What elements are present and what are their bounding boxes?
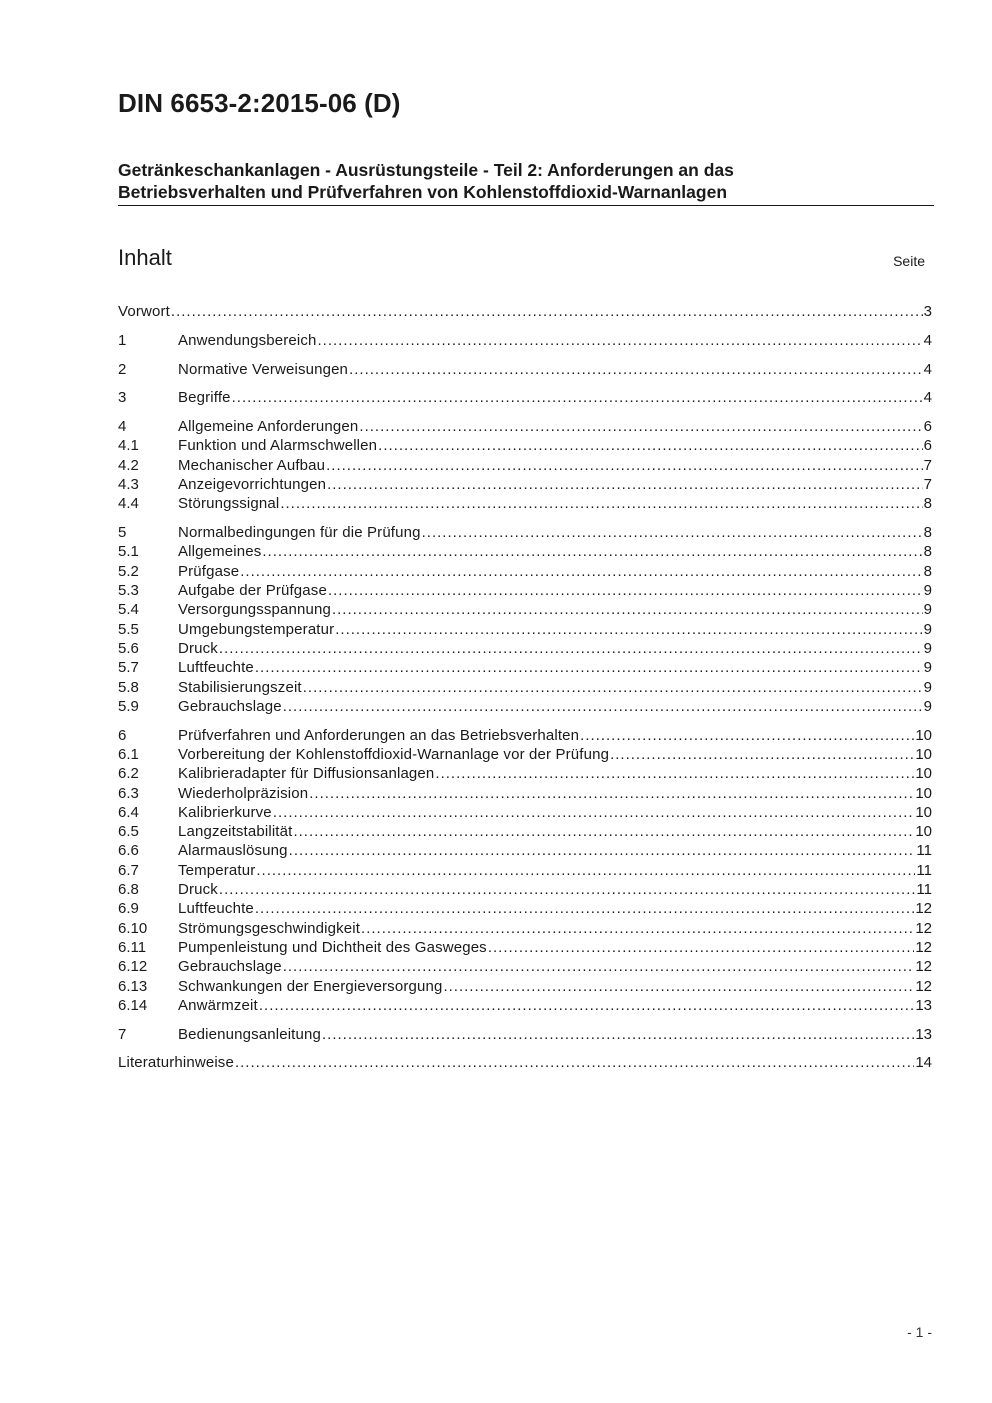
toc-group bbox=[118, 417, 932, 513]
toc-entry[interactable] bbox=[118, 996, 932, 1015]
document-title-line-1: Getränkeschankanlagen - Ausrüstungsteile - Teil 2: Anforderungen an das bbox=[118, 160, 734, 180]
table-of-contents bbox=[118, 302, 932, 1082]
toc-entry-number: 6.7 bbox=[118, 861, 139, 879]
toc-entry-title: Allgemeine Anforderungen bbox=[178, 418, 359, 436]
toc-entry-title: Anwendungsbereich bbox=[178, 331, 317, 349]
toc-entry-page: 12 bbox=[915, 919, 932, 937]
toc-entry-number: 5.4 bbox=[118, 601, 139, 619]
toc-dot-leader bbox=[171, 302, 923, 321]
toc-dot-leader bbox=[359, 417, 922, 436]
toc-dot-leader bbox=[259, 996, 914, 1015]
toc-entry-title: Kalibrieradapter für Diffusionsanlagen bbox=[178, 765, 435, 783]
toc-entry-page: 9 bbox=[923, 678, 932, 696]
toc-entry[interactable] bbox=[118, 726, 932, 745]
toc-entry-title: Anwärmzeit bbox=[178, 996, 258, 1014]
toc-entry-title: Anzeigevorrichtungen bbox=[178, 476, 327, 494]
toc-dot-leader bbox=[335, 620, 922, 639]
toc-entry-title: Stabilisierungszeit bbox=[178, 678, 302, 696]
toc-entry-number: 6.1 bbox=[118, 745, 139, 763]
toc-dot-leader bbox=[240, 562, 922, 581]
toc-entry-title: Prüfgase bbox=[178, 562, 240, 580]
toc-entry-number: 5.7 bbox=[118, 659, 139, 677]
toc-entry[interactable] bbox=[118, 658, 932, 677]
toc-entry[interactable] bbox=[118, 803, 932, 822]
toc-entry-number: 6.9 bbox=[118, 900, 139, 918]
toc-dot-leader bbox=[326, 456, 923, 475]
toc-entry[interactable] bbox=[118, 360, 932, 379]
toc-entry-page: 9 bbox=[923, 620, 932, 638]
toc-entry-number: 6.10 bbox=[118, 919, 148, 937]
toc-entry-number: 6.3 bbox=[118, 784, 139, 802]
toc-entry-title: Allgemeines bbox=[178, 543, 262, 561]
toc-entry[interactable] bbox=[118, 957, 932, 976]
toc-entry-page: 6 bbox=[923, 418, 932, 436]
toc-dot-leader bbox=[262, 542, 922, 561]
toc-entry-number: 5 bbox=[118, 524, 127, 542]
toc-entry-page: 12 bbox=[915, 938, 932, 956]
toc-entry-page: 12 bbox=[915, 900, 932, 918]
toc-entry[interactable] bbox=[118, 745, 932, 764]
toc-entry-page: 10 bbox=[915, 726, 932, 744]
toc-entry-page: 8 bbox=[923, 543, 932, 561]
toc-group bbox=[118, 331, 932, 350]
toc-entry-title: Prüfverfahren und Anforderungen an das Betriebsverhalten bbox=[178, 726, 580, 744]
toc-dot-leader bbox=[256, 861, 915, 880]
toc-entry-number: 6.4 bbox=[118, 803, 139, 821]
toc-entry-number: 7 bbox=[118, 1025, 127, 1043]
toc-entry-page: 9 bbox=[923, 601, 932, 619]
toc-entry-number: 6.11 bbox=[118, 938, 147, 956]
toc-entry-page: 8 bbox=[923, 524, 932, 542]
toc-group bbox=[118, 302, 932, 321]
toc-entry-number: 4.4 bbox=[118, 495, 139, 513]
toc-dot-leader bbox=[303, 678, 923, 697]
toc-dot-leader bbox=[378, 436, 923, 455]
toc-entry-title: Umgebungstemperatur bbox=[178, 620, 335, 638]
toc-dot-leader bbox=[273, 803, 915, 822]
toc-dot-leader bbox=[255, 658, 923, 677]
toc-dot-leader bbox=[289, 841, 916, 860]
toc-dot-leader bbox=[232, 388, 923, 407]
toc-entry-number: 4 bbox=[118, 418, 127, 436]
toc-entry-title: Kalibrierkurve bbox=[178, 803, 272, 821]
toc-entry-page: 4 bbox=[923, 389, 932, 407]
toc-entry[interactable] bbox=[118, 523, 932, 542]
toc-entry-title: Bedienungsanleitung bbox=[178, 1025, 321, 1043]
toc-entry[interactable] bbox=[118, 436, 932, 455]
toc-entry-number: 6.12 bbox=[118, 958, 148, 976]
toc-entry-title: Literaturhinweise bbox=[118, 1054, 234, 1072]
toc-entry[interactable] bbox=[118, 475, 932, 494]
toc-entry-page: 9 bbox=[923, 659, 932, 677]
toc-entry-page: 10 bbox=[915, 803, 932, 821]
toc-entry[interactable] bbox=[118, 600, 932, 619]
toc-entry-page: 13 bbox=[915, 1025, 932, 1043]
toc-page-label: Seite bbox=[893, 253, 925, 269]
toc-group bbox=[118, 360, 932, 379]
toc-entry-title: Störungssignal bbox=[178, 495, 280, 513]
toc-entry-page: 12 bbox=[915, 977, 932, 995]
toc-dot-leader bbox=[219, 880, 916, 899]
toc-entry-page: 4 bbox=[923, 360, 932, 378]
toc-entry-page: 11 bbox=[916, 881, 932, 899]
toc-entry[interactable] bbox=[118, 562, 932, 581]
toc-entry-number: 5.6 bbox=[118, 639, 139, 657]
toc-entry[interactable] bbox=[118, 620, 932, 639]
toc-entry-page: 11 bbox=[916, 861, 932, 879]
toc-entry-page: 12 bbox=[915, 958, 932, 976]
toc-entry-number: 6.6 bbox=[118, 842, 139, 860]
toc-entry-number: 6.14 bbox=[118, 996, 148, 1014]
toc-entry-number: 6.8 bbox=[118, 881, 139, 899]
toc-entry-page: 10 bbox=[915, 745, 932, 763]
toc-entry[interactable] bbox=[118, 417, 932, 436]
toc-entry-page: 11 bbox=[916, 842, 932, 860]
toc-entry-title: Luftfeuchte bbox=[178, 659, 254, 677]
toc-entry[interactable] bbox=[118, 919, 932, 938]
page-number: - 1 - bbox=[907, 1324, 932, 1340]
toc-entry-page: 9 bbox=[923, 582, 932, 600]
toc-entry[interactable] bbox=[118, 456, 932, 475]
toc-entry-number: 5.1 bbox=[118, 543, 139, 561]
toc-entry[interactable] bbox=[118, 977, 932, 996]
toc-dot-leader bbox=[361, 919, 914, 938]
toc-dot-leader bbox=[443, 977, 914, 996]
toc-entry-title: Normative Verweisungen bbox=[178, 360, 349, 378]
toc-entry[interactable] bbox=[118, 822, 932, 841]
toc-dot-leader bbox=[309, 784, 914, 803]
toc-entry-page: 9 bbox=[923, 639, 932, 657]
toc-dot-leader bbox=[280, 494, 922, 513]
toc-dot-leader bbox=[322, 1025, 914, 1044]
toc-dot-leader bbox=[235, 1053, 914, 1072]
toc-entry-number: 5.8 bbox=[118, 678, 139, 696]
toc-entry-number: 6 bbox=[118, 726, 127, 744]
toc-entry[interactable] bbox=[118, 899, 932, 918]
toc-dot-leader bbox=[580, 726, 914, 745]
toc-dot-leader bbox=[293, 822, 914, 841]
toc-heading: Inhalt bbox=[118, 245, 172, 270]
toc-entry-page: 4 bbox=[923, 331, 932, 349]
toc-entry[interactable] bbox=[118, 494, 932, 513]
toc-entry[interactable] bbox=[118, 880, 932, 899]
toc-entry-title: Pumpenleistung und Dichtheit des Gasweges bbox=[178, 938, 487, 956]
toc-dot-leader bbox=[332, 600, 923, 619]
toc-dot-leader bbox=[255, 899, 914, 918]
toc-entry-number: 6.13 bbox=[118, 977, 148, 995]
toc-entry-number: 5.2 bbox=[118, 562, 139, 580]
toc-dot-leader bbox=[349, 360, 923, 379]
toc-dot-leader bbox=[328, 581, 923, 600]
toc-entry-page: 10 bbox=[915, 765, 932, 783]
document-id: DIN 6653-2:2015-06 (D) bbox=[118, 88, 401, 118]
toc-entry-title: Temperatur bbox=[178, 861, 256, 879]
toc-dot-leader bbox=[219, 639, 923, 658]
document-title bbox=[118, 159, 934, 203]
toc-entry-number: 3 bbox=[118, 389, 127, 407]
toc-entry-title: Mechanischer Aufbau bbox=[178, 456, 326, 474]
toc-entry-page: 10 bbox=[915, 823, 932, 841]
toc-entry[interactable] bbox=[118, 1053, 932, 1072]
toc-entry-page: 6 bbox=[923, 437, 932, 455]
toc-entry-title: Alarmauslösung bbox=[178, 842, 288, 860]
title-divider bbox=[118, 205, 934, 206]
toc-entry-title: Strömungsgeschwindigkeit bbox=[178, 919, 361, 937]
toc-dot-leader bbox=[435, 764, 914, 783]
toc-entry-title: Gebrauchslage bbox=[178, 958, 282, 976]
toc-entry-page: 8 bbox=[923, 495, 932, 513]
toc-entry-title: Aufgabe der Prüfgase bbox=[178, 582, 327, 600]
toc-entry[interactable] bbox=[118, 581, 932, 600]
toc-entry-title: Langzeitstabilität bbox=[178, 823, 293, 841]
toc-entry-title: Schwankungen der Energieversorgung bbox=[178, 977, 443, 995]
toc-entry[interactable] bbox=[118, 542, 932, 561]
toc-dot-leader bbox=[283, 957, 915, 976]
toc-entry[interactable] bbox=[118, 639, 932, 658]
toc-dot-leader bbox=[610, 745, 914, 764]
toc-entry-number: 4.1 bbox=[118, 437, 139, 455]
toc-entry[interactable] bbox=[118, 388, 932, 407]
toc-entry-page: 9 bbox=[923, 697, 932, 715]
toc-entry[interactable] bbox=[118, 841, 932, 860]
toc-entry[interactable] bbox=[118, 302, 932, 321]
toc-entry-number: 1 bbox=[118, 331, 127, 349]
toc-dot-leader bbox=[317, 331, 922, 350]
toc-entry-title: Vorbereitung der Kohlenstoffdioxid-Warnanlage vor der Prüfung bbox=[178, 745, 610, 763]
toc-entry-title: Vorwort bbox=[118, 303, 170, 320]
toc-entry-number: 5.5 bbox=[118, 620, 139, 638]
toc-dot-leader bbox=[283, 697, 923, 716]
document-title-line-2: Betriebsverhalten und Prüfverfahren von Kohlenstoffdioxid-Warnanlagen bbox=[118, 182, 728, 202]
toc-group bbox=[118, 1025, 932, 1044]
toc-entry-title: Druck bbox=[178, 881, 218, 899]
toc-entry-number: 4.3 bbox=[118, 476, 139, 494]
toc-entry-page: 8 bbox=[923, 562, 932, 580]
toc-entry[interactable] bbox=[118, 678, 932, 697]
toc-dot-leader bbox=[422, 523, 923, 542]
toc-entry-page: 14 bbox=[915, 1054, 932, 1072]
toc-group bbox=[118, 726, 932, 1015]
toc-entry[interactable] bbox=[118, 1025, 932, 1044]
toc-entry-title: Normalbedingungen für die Prüfung bbox=[178, 524, 421, 542]
toc-entry-page: 13 bbox=[915, 996, 932, 1014]
toc-entry-page: 3 bbox=[923, 303, 932, 320]
toc-entry-number: 5.3 bbox=[118, 582, 139, 600]
toc-entry-title: Begriffe bbox=[178, 389, 231, 407]
toc-entry[interactable] bbox=[118, 697, 932, 716]
toc-entry-number: 6.2 bbox=[118, 765, 139, 783]
toc-entry-number: 6.5 bbox=[118, 823, 139, 841]
toc-entry[interactable] bbox=[118, 331, 932, 350]
toc-entry-title: Luftfeuchte bbox=[178, 900, 254, 918]
toc-entry-title: Funktion und Alarmschwellen bbox=[178, 437, 378, 455]
toc-entry-title: Gebrauchslage bbox=[178, 697, 282, 715]
toc-dot-leader bbox=[327, 475, 923, 494]
toc-entry[interactable] bbox=[118, 861, 932, 880]
toc-group bbox=[118, 1053, 932, 1072]
toc-entry-title: Wiederholpräzision bbox=[178, 784, 309, 802]
toc-entry-number: 5.9 bbox=[118, 697, 139, 715]
toc-entry[interactable] bbox=[118, 764, 932, 783]
toc-entry-page: 7 bbox=[923, 456, 932, 474]
toc-entry-page: 10 bbox=[915, 784, 932, 802]
toc-entry-number: 2 bbox=[118, 360, 127, 378]
toc-dot-leader bbox=[488, 938, 914, 957]
toc-entry[interactable] bbox=[118, 784, 932, 803]
toc-entry-title: Druck bbox=[178, 639, 218, 657]
toc-entry-title: Versorgungsspannung bbox=[178, 601, 331, 619]
toc-entry[interactable] bbox=[118, 938, 932, 957]
toc-entry-page: 7 bbox=[923, 476, 932, 494]
toc-group bbox=[118, 388, 932, 407]
toc-entry-number: 4.2 bbox=[118, 456, 139, 474]
toc-group bbox=[118, 523, 932, 716]
